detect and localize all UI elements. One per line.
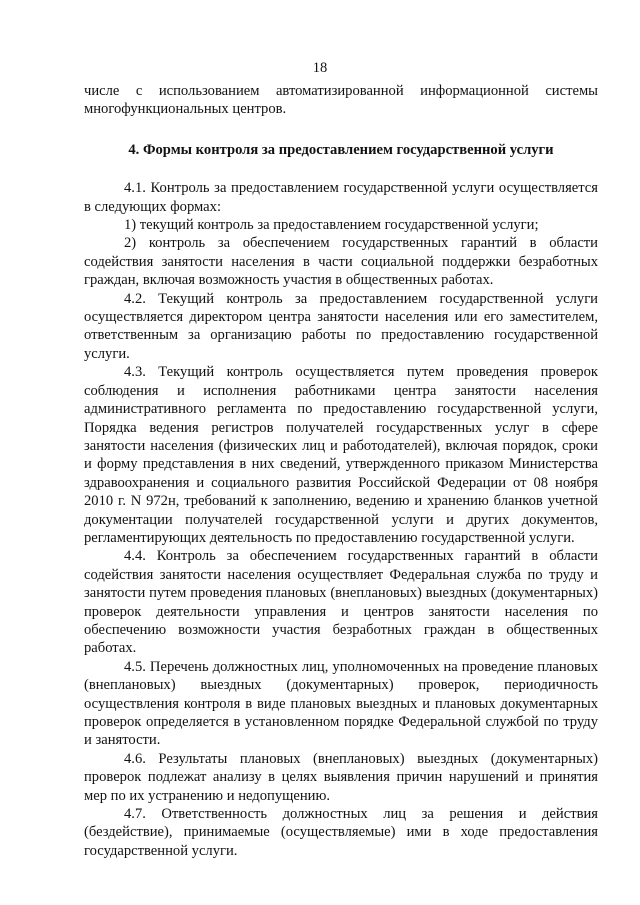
paragraph-4-1-item-2: 2) контроль за обеспечением государственных гарантий в области содействия занятости населения в части социальной поддержки безработных граждан, включая возможность участия в общественных работах. — [84, 235, 598, 289]
paragraph-4-7: 4.7. Ответственность должностных лиц за решения и действия (бездействие), принимаемые (осуществляемые) ими в ходе предоставления государственной услуги. — [84, 806, 598, 859]
paragraph-4-1-item-1: 1) текущий контроль за предоставлением государственной услуги; — [124, 217, 539, 234]
section-title: 4. Формы контроля за предоставлением государственной услуги — [128, 141, 554, 158]
intro-continuation: числе с использованием автоматизированной информационной системы многофункциональных центров. — [84, 83, 598, 118]
page-number: 18 — [312, 60, 328, 76]
paragraph-4-5: 4.5. Перечень должностных лиц, уполномоченных на проведение плановых (внеплановых) выездных (документарных) проверок, периодичность осуществления контроля в виде плановых выездных и плановых документарных проверок определяется в установленном порядке Федеральной службой по труду и занятости. — [84, 658, 598, 749]
paragraph-4-4: 4.4. Контроль за обеспечением государственных гарантий в области содействия занятости населения осуществляет Федеральная служба по труду и занятости путем проведения плановых (внеплановых) выездных (документарных) проверок деятельности управления и центров занятости населения по обеспечению возможности участия безработных граждан в общественных работах. — [84, 548, 598, 657]
paragraph-4-3: 4.3. Текущий контроль осуществляется путем проведения проверок соблюдения и исполнения работниками центра занятости населения административного регламента по предоставлению государственной услуги, Порядка ведения регистров получателей государственных услуг в сфере занятости населения (физических лиц и работодателей), включая порядок, сроки и форму представления в них сведений, утвержденного приказом Министерства здравоохранения и социального развития Российской Федерации от 08 ноября 2010 г. N 972н, требований к заполнению, ведению и хранению бланков учетной документации получателей государственной услуги и других документов, регламентирующих деятельность по предоставлению государственной услуги. — [84, 364, 598, 546]
paragraph-4-1: 4.1. Контроль за предоставлением государственной услуги осуществляется в следующих формах: — [84, 180, 598, 215]
paragraph-4-2: 4.2. Текущий контроль за предоставлением государственной услуги осуществляется директором центра занятости населения или его заместителем, ответственным за организацию работы по предоставлению государственной услуги. — [84, 290, 598, 362]
paragraph-4-6: 4.6. Результаты плановых (внеплановых) выездных (документарных) проверок подлежат анализу в целях выявления причин нарушений и принятия мер по их устранению и недопущению. — [84, 750, 598, 804]
document-body — [84, 82, 598, 860]
